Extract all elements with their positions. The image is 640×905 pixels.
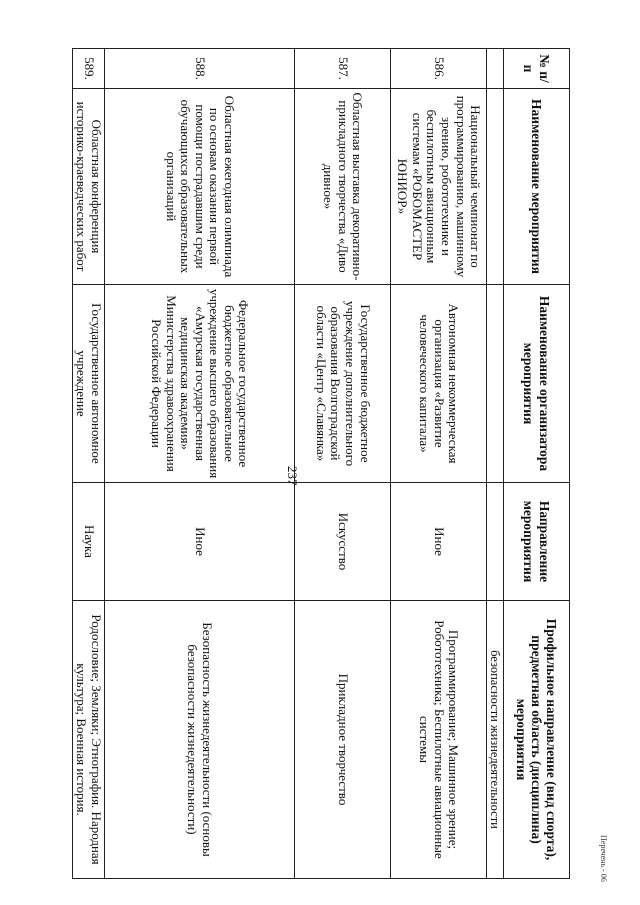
table-row [295, 49, 391, 879]
row-organizer: Федеральное государственное бюджетное образовательное учреждение высшего образования «Амурская государственная медицинская академия» Министерства здравоохранения Российской Федерации [105, 285, 295, 483]
row-profile: Программирование; Машинное зрение; Робототехника; Беспилотные авиационные системы [391, 601, 487, 879]
events-table [72, 48, 570, 879]
row-direction: Наука [72, 483, 104, 601]
row-profile: Родословие; Земляки; Этнография. Народная культура; Военная история. [72, 601, 104, 879]
row-profile: Безопасность жизнедеятельности (основы безопасности жизнедеятельности) [105, 601, 295, 879]
row-event-name: Областная ежегодная олимпиада по основам оказания первой помощи пострадавшим среди обучающихся образовательных организаций [105, 89, 295, 285]
continuation-cell [487, 483, 504, 601]
document-table-container [74, 48, 570, 878]
header-organizer: Наименование организатора мероприятия [504, 285, 570, 483]
row-direction: Иное [105, 483, 295, 601]
table-row [72, 49, 104, 879]
table-row [105, 49, 295, 879]
row-direction: Иное [391, 483, 487, 601]
continuation-cell [487, 89, 504, 285]
header-num: № п/п [504, 49, 570, 89]
row-event-name: Областная конференция историко-краеведческих работ [72, 89, 104, 285]
row-event-name: Областная выставка декоративно-прикладного творчества «Диво дивное» [295, 89, 391, 285]
page-number: 237 [285, 466, 300, 486]
table-row [391, 49, 487, 879]
row-profile: Прикладное творчество [295, 601, 391, 879]
row-direction: Искусство [295, 483, 391, 601]
footer-label: Перечень - 06 [599, 835, 608, 882]
row-organizer: Государственное бюджетное учреждение дополнительного образования Волгоградской области «Центр «Славянка» [295, 285, 391, 483]
row-number: 589. [72, 49, 104, 89]
header-profile: Профильное направление (вид спорта), предметная область (дисциплина) мероприятия [504, 601, 570, 879]
row-number: 587. [295, 49, 391, 89]
row-organizer: Государственное автономное учреждение [72, 285, 104, 483]
header-event-name: Наименование мероприятия [504, 89, 570, 285]
continuation-cell [487, 49, 504, 89]
row-number: 586. [391, 49, 487, 89]
header-row [504, 49, 570, 879]
row-number: 588. [105, 49, 295, 89]
continuation-cell [487, 285, 504, 483]
continuation-profile: безопасности жизнедеятельности [487, 601, 504, 879]
continuation-row [487, 49, 504, 879]
header-direction: Направление мероприятия [504, 483, 570, 601]
row-event-name: Национальный чемпионат по программированию, машинному зрению, робототехнике и беспилотным авиационным системам «РОБОМАСТЕР ЮНИОР» [391, 89, 487, 285]
row-organizer: Автономная некоммерческая организация «Развитие человеческого капитала» [391, 285, 487, 483]
